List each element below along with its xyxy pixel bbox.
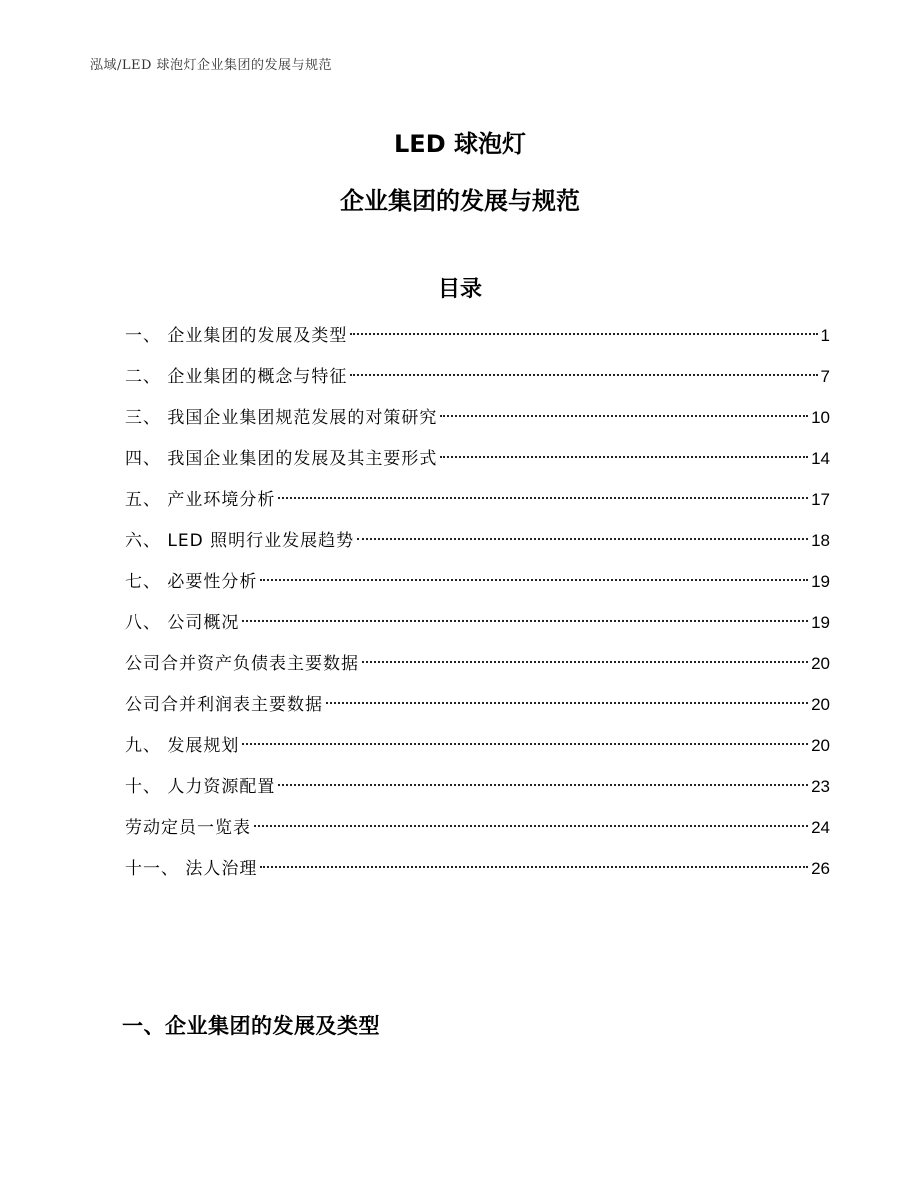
- toc-entry-page: 10: [811, 408, 830, 427]
- table-of-contents: [125, 322, 830, 896]
- toc-dot-leader: [260, 579, 808, 581]
- toc-dot-leader: [350, 333, 817, 335]
- toc-entry-label: 公司合并资产负债表主要数据: [125, 654, 359, 674]
- toc-heading: 目录: [437, 277, 482, 302]
- toc-entry-page: 20: [811, 736, 830, 755]
- toc-dot-leader: [278, 497, 808, 499]
- toc-entry-page: 17: [811, 490, 830, 509]
- running-header: 泓域/LED 球泡灯企业集团的发展与规范: [90, 58, 333, 73]
- toc-entry-page: 18: [811, 531, 830, 550]
- section-heading: 一、企业集团的发展及类型: [122, 1014, 380, 1038]
- toc-entry-label: 五、 产业环境分析: [125, 490, 276, 510]
- toc-entry-label: 三、 我国企业集团规范发展的对策研究: [125, 408, 438, 428]
- toc-entry-page: 23: [811, 777, 830, 796]
- toc-dot-leader: [440, 415, 808, 417]
- toc-dot-leader: [326, 702, 808, 704]
- toc-dot-leader: [278, 784, 808, 786]
- toc-entry[interactable]: [125, 404, 830, 445]
- toc-entry-page: 7: [820, 367, 830, 386]
- toc-entry-page: 20: [811, 695, 830, 714]
- toc-entry[interactable]: [125, 650, 830, 691]
- toc-entry[interactable]: [125, 855, 830, 896]
- toc-entry-label: 十一、 法人治理: [125, 859, 258, 879]
- toc-dot-leader: [357, 538, 808, 540]
- toc-entry[interactable]: [125, 527, 830, 568]
- toc-dot-leader: [242, 743, 808, 745]
- toc-entry-label: 四、 我国企业集团的发展及其主要形式: [125, 449, 438, 469]
- toc-entry[interactable]: [125, 363, 830, 404]
- toc-entry[interactable]: [125, 568, 830, 609]
- toc-entry-page: 14: [811, 449, 830, 468]
- toc-entry-label: 一、 企业集团的发展及类型: [125, 326, 348, 346]
- toc-dot-leader: [254, 825, 808, 827]
- toc-dot-leader: [440, 456, 808, 458]
- toc-entry[interactable]: [125, 486, 830, 527]
- toc-entry-label: 十、 人力资源配置: [125, 777, 276, 797]
- toc-entry-page: 24: [811, 818, 830, 837]
- document-title-line-1: LED 球泡灯: [394, 130, 526, 158]
- toc-entry-label: 八、 公司概况: [125, 613, 240, 633]
- toc-entry-label: 公司合并利润表主要数据: [125, 695, 323, 715]
- toc-entry-label: 七、 必要性分析: [125, 572, 258, 592]
- toc-entry-page: 20: [811, 654, 830, 673]
- toc-entry-page: 1: [820, 326, 830, 345]
- toc-dot-leader: [242, 620, 808, 622]
- toc-entry[interactable]: [125, 322, 830, 363]
- toc-dot-leader: [260, 866, 808, 868]
- toc-entry-page: 26: [811, 859, 830, 878]
- toc-entry-label: 九、 发展规划: [125, 736, 240, 756]
- toc-entry-label: 劳动定员一览表: [125, 818, 251, 838]
- toc-entry-label: 二、 企业集团的概念与特征: [125, 367, 348, 387]
- toc-entry[interactable]: [125, 691, 830, 732]
- toc-dot-leader: [350, 374, 817, 376]
- toc-entry-page: 19: [811, 572, 830, 591]
- toc-entry[interactable]: [125, 445, 830, 486]
- toc-entry-page: 19: [811, 613, 830, 632]
- toc-entry[interactable]: [125, 814, 830, 855]
- document-title-line-2: 企业集团的发展与规范: [340, 187, 580, 215]
- toc-entry[interactable]: [125, 609, 830, 650]
- toc-dot-leader: [362, 661, 808, 663]
- toc-entry[interactable]: [125, 732, 830, 773]
- toc-entry[interactable]: [125, 773, 830, 814]
- header-rule: [90, 82, 830, 83]
- toc-entry-label: 六、 LED 照明行业发展趋势: [125, 531, 355, 551]
